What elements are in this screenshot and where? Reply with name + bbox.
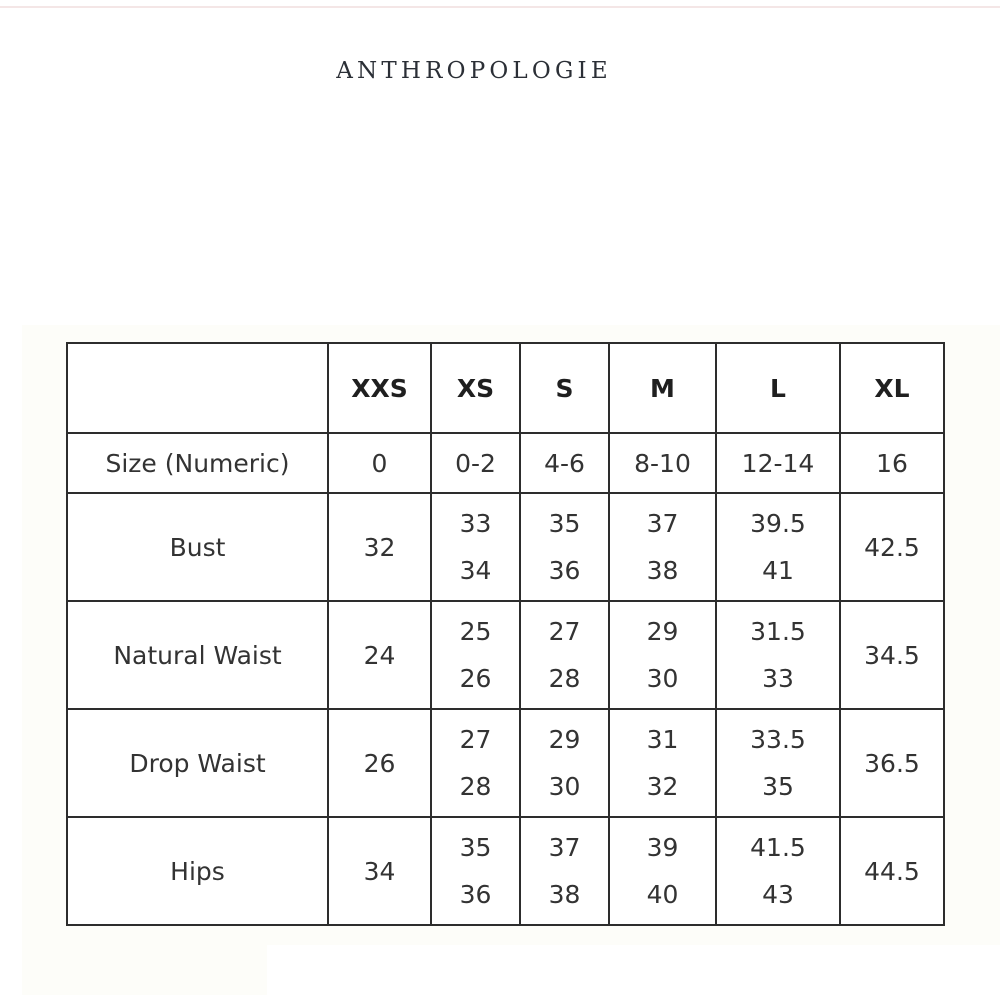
measurement-cell [431, 601, 520, 709]
size-header-xl: XL [840, 343, 944, 433]
measurement-cell [431, 493, 520, 601]
measurement-value: 36 [459, 880, 492, 909]
numeric-size-cell: 0 [328, 433, 431, 493]
size-header-xs: XS [431, 343, 520, 433]
measurement-range [329, 632, 430, 679]
numeric-size-cell: 16 [840, 433, 944, 493]
measurement-range [610, 824, 715, 918]
measurement-range [329, 740, 430, 787]
measurement-value: 24 [363, 640, 396, 670]
measurement-value: 38 [646, 556, 679, 585]
measurement-cell [328, 493, 431, 601]
measurement-row-bust [67, 493, 944, 601]
measurement-cell [609, 817, 716, 925]
measurement-value: 31 [646, 725, 679, 754]
measurement-row-hips [67, 817, 944, 925]
measurement-value: 35 [459, 833, 492, 862]
measurement-range [521, 716, 608, 810]
measurement-range [432, 824, 519, 918]
measurement-cell [716, 493, 840, 601]
measurement-value: 28 [548, 664, 581, 693]
measurement-cell [840, 817, 944, 925]
size-header-s: S [520, 343, 609, 433]
measurement-value: 26 [363, 748, 396, 778]
measurement-value: 27 [459, 725, 492, 754]
size-header-xxs: XXS [328, 343, 431, 433]
corner-cell [67, 343, 328, 433]
measurement-range [841, 740, 943, 787]
measurement-cell [520, 601, 609, 709]
numeric-size-cell: 4-6 [520, 433, 609, 493]
measurement-cell [520, 817, 609, 925]
measurement-value: 32 [363, 532, 396, 562]
row-label: Hips [67, 817, 328, 925]
brand-logo-text: ANTHROPOLOGIE [336, 58, 612, 84]
measurement-cell [840, 601, 944, 709]
measurement-cell [520, 709, 609, 817]
measurement-value: 41 [762, 556, 794, 585]
measurement-value: 38 [548, 880, 581, 909]
row-label: Size (Numeric) [67, 433, 328, 493]
top-divider [0, 6, 1000, 8]
measurement-value: 34.5 [864, 640, 920, 670]
measurement-value: 30 [646, 664, 679, 693]
size-header-m: M [609, 343, 716, 433]
measurement-range [717, 608, 839, 702]
measurement-cell [520, 493, 609, 601]
measurement-cell [716, 709, 840, 817]
measurement-cell [716, 601, 840, 709]
measurement-cell [716, 817, 840, 925]
measurement-value: 37 [548, 833, 581, 862]
measurement-value: 35 [548, 509, 581, 538]
measurement-value: 29 [646, 617, 679, 646]
measurement-cell [609, 709, 716, 817]
measurement-cell [840, 493, 944, 601]
measurement-value: 33.5 [750, 725, 806, 754]
measurement-range [329, 848, 430, 895]
measurement-cell [609, 493, 716, 601]
numeric-size-cell: 8-10 [609, 433, 716, 493]
measurement-value: 30 [548, 772, 581, 801]
measurement-range [610, 716, 715, 810]
measurement-value: 35 [762, 772, 794, 801]
size-header-l: L [716, 343, 840, 433]
measurement-value: 34 [459, 556, 492, 585]
measurement-range [841, 524, 943, 571]
measurement-cell [609, 601, 716, 709]
row-label: Drop Waist [67, 709, 328, 817]
measurement-value: 25 [459, 617, 492, 646]
size-header-row [67, 343, 944, 433]
measurement-value: 42.5 [864, 532, 920, 562]
measurement-range [717, 824, 839, 918]
measurement-range [432, 608, 519, 702]
measurement-range [521, 500, 608, 594]
row-label: Bust [67, 493, 328, 601]
measurement-value: 26 [459, 664, 492, 693]
measurement-cell [431, 817, 520, 925]
measurement-value: 44.5 [864, 856, 920, 886]
measurement-row-drop-waist [67, 709, 944, 817]
measurement-cell [328, 709, 431, 817]
measurement-value: 36.5 [864, 748, 920, 778]
measurement-range [521, 608, 608, 702]
measurement-range [329, 524, 430, 571]
numeric-size-cell: 12-14 [716, 433, 840, 493]
measurement-cell [328, 601, 431, 709]
measurement-range [432, 500, 519, 594]
measurement-value: 34 [363, 856, 396, 886]
measurement-value: 28 [459, 772, 492, 801]
measurement-value: 33 [459, 509, 492, 538]
measurement-value: 29 [548, 725, 581, 754]
measurement-range [432, 716, 519, 810]
measurement-value: 41.5 [750, 833, 806, 862]
measurement-value: 36 [548, 556, 581, 585]
measurement-value: 31.5 [750, 617, 806, 646]
measurement-range [521, 824, 608, 918]
numeric-size-cell: 0-2 [431, 433, 520, 493]
chart-background-foot [22, 945, 267, 995]
measurement-range [717, 500, 839, 594]
measurement-value: 32 [646, 772, 679, 801]
measurement-value: 39 [646, 833, 679, 862]
measurement-cell [840, 709, 944, 817]
measurement-range [610, 608, 715, 702]
measurement-value: 39.5 [750, 509, 806, 538]
measurement-range [717, 716, 839, 810]
measurement-range [610, 500, 715, 594]
measurement-value: 43 [762, 880, 794, 909]
measurement-value: 33 [762, 664, 794, 693]
measurement-range [841, 632, 943, 679]
numeric-size-row [67, 433, 944, 493]
row-label: Natural Waist [67, 601, 328, 709]
measurement-range [841, 848, 943, 895]
size-chart-table [66, 342, 945, 926]
measurement-value: 40 [646, 880, 679, 909]
measurement-row-natural-waist [67, 601, 944, 709]
measurement-cell [328, 817, 431, 925]
measurement-cell [431, 709, 520, 817]
measurement-value: 37 [646, 509, 679, 538]
measurement-value: 27 [548, 617, 581, 646]
